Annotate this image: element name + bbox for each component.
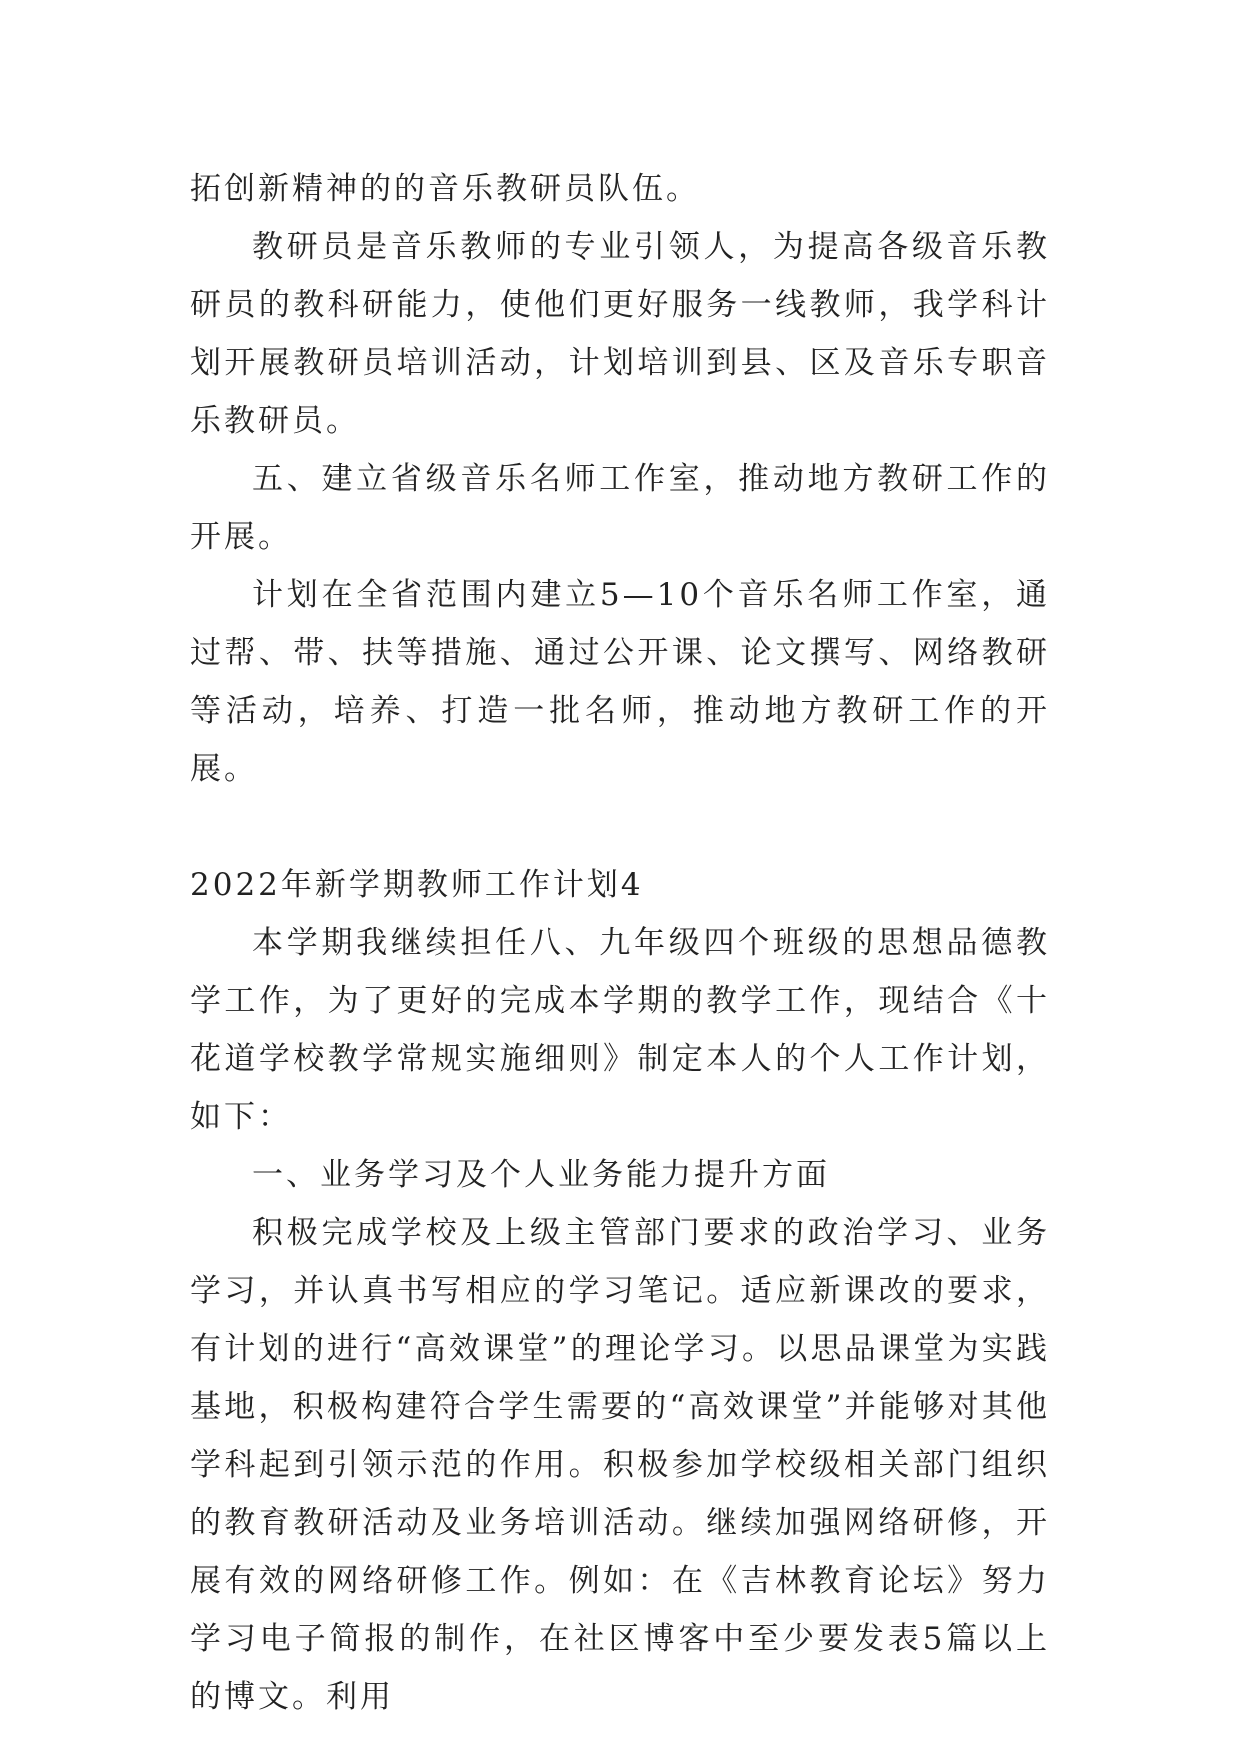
- paragraph: 五、建立省级音乐名师工作室，推动地方教研工作的开展。: [190, 461, 1050, 555]
- document-body: [190, 160, 1050, 1726]
- subheading: 一、业务学习及个人业务能力提升方面: [252, 1157, 830, 1193]
- paragraph: 本学期我继续担任八、九年级四个班级的思想品德教学工作，为了更好的完成本学期的教学工作，现结合《十花道学校教学常规实施细则》制定本人的个人工作计划，如下：: [190, 925, 1050, 1135]
- paragraph: 拓创新精神的的音乐教研员队伍。: [190, 171, 700, 207]
- section-title: 2022年新学期教师工作计划4: [190, 867, 644, 903]
- paragraph: 教研员是音乐教师的专业引领人，为提高各级音乐教研员的教科研能力，使他们更好服务一线教师，我学科计划开展教研员培训活动，计划培训到县、区及音乐专职音乐教研员。: [190, 229, 1050, 439]
- paragraph: 计划在全省范围内建立5—10个音乐名师工作室，通过帮、带、扶等措施、通过公开课、论文撰写、网络教研等活动，培养、打造一批名师，推动地方教研工作的开展。: [190, 577, 1050, 787]
- paragraph: 积极完成学校及上级主管部门要求的政治学习、业务学习，并认真书写相应的学习笔记。适应新课改的要求，有计划的进行“高效课堂”的理论学习。以思品课堂为实践基地，积极构建符合学生需要的“高效课堂”并能够对其他学科起到引领示范的作用。积极参加学校级相关部门组织的教育教研活动及业务培训活动。继续加强网络研修，开展有效的网络研修工作。例如：在《吉林教育论坛》努力学习电子简报的制作，在社区博客中至少要发表5篇以上的博文。利用: [190, 1215, 1050, 1715]
